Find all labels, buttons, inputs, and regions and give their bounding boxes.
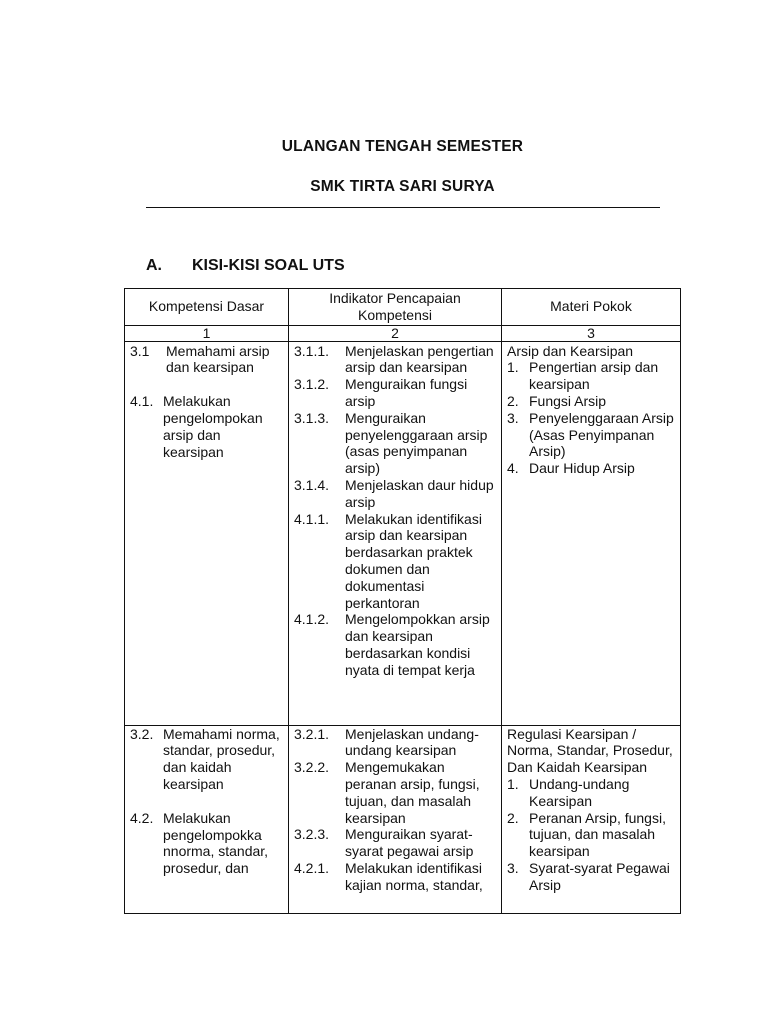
section-title: KISI-KISI SOAL UTS: [192, 257, 345, 274]
column-header: Materi Pokok: [502, 289, 681, 326]
kompetensi-dasar-cell: [125, 341, 289, 725]
indikator-item: 3.2.3. Menguraikan syarat-syarat pegawai arsip: [294, 826, 474, 860]
indikator-item: 3.1.3. Menguraikan penyelenggaraan arsip (asas penyimpanan arsip): [294, 409, 488, 477]
section-letter: A.: [146, 257, 162, 274]
kompetensi-dasar-cell: [125, 725, 289, 913]
materi-item: 3. Syarat-syarat Pegawai Arsip: [507, 859, 670, 893]
kisi-kisi-table: [124, 288, 681, 914]
column-number: 1: [125, 325, 289, 341]
materi-heading: Arsip dan Kearsipan: [507, 342, 634, 359]
table-row: [125, 341, 681, 725]
materi-pokok-cell: [502, 725, 681, 913]
column-number-row: [125, 325, 681, 341]
materi-item: 2. Peranan Arsip, fungsi, tujuan, dan masalah kearsipan: [507, 809, 666, 860]
materi-item: 2. Fungsi Arsip: [507, 392, 607, 409]
kompetensi-item: 3.2. Memahami norma, standar, prosedur, dan kaidah kearsipan: [130, 725, 280, 792]
column-header: Kompetensi Dasar: [125, 289, 289, 326]
indikator-cell: [289, 725, 502, 913]
document-title: ULANGAN TENGAH SEMESTER: [281, 138, 524, 155]
materi-item: 1. Undang-undang Kearsipan: [507, 775, 630, 809]
materi-pokok-cell: [502, 341, 681, 725]
indikator-cell: [289, 341, 502, 725]
table-row: [125, 725, 681, 913]
indikator-item: 3.2.1. Menjelaskan undang-undang kearsipan: [294, 725, 479, 759]
column-number: 3: [502, 325, 681, 341]
column-number: 2: [289, 325, 502, 341]
table-header-row: [125, 289, 681, 326]
materi-item: 3. Penyelenggaraan Arsip (Asas Penyimpanan Arsip): [507, 409, 674, 460]
indikator-item: 4.1.2. Mengelompokkan arsip dan kearsipan berdasarkan kondisi nyata di tempat kerja: [294, 611, 490, 678]
school-name: SMK TIRTA SARI SURYA: [310, 178, 495, 195]
kompetensi-item: 4.1. Melakukan pengelompokan arsip dan kearsipan: [130, 393, 263, 460]
materi-item: 4. Daur Hidup Arsip: [507, 460, 635, 477]
indikator-item: 3.1.1. Menjelaskan pengertian arsip dan kearsipan: [294, 342, 494, 376]
kompetensi-item: 3.1 Memahami arsip dan kearsipan: [130, 342, 270, 376]
materi-heading: Regulasi Kearsipan / Norma, Standar, Prosedur, Dan Kaidah Kearsipan: [507, 725, 673, 776]
indikator-item: 3.1.2. Menguraikan fungsi arsip: [294, 376, 468, 409]
indikator-item: 3.1.4. Menjelaskan daur hidup arsip: [294, 476, 494, 510]
indikator-item: 4.2.1. Melakukan identifikasi kajian norma, standar,: [294, 859, 483, 893]
indikator-item: 4.1.1. Melakukan identifikasi arsip dan kearsipan berdasarkan praktek dokumen dan dokumentasi perkantoran: [294, 510, 482, 611]
kompetensi-item: 4.2. Melakukan pengelompokka nnorma, standar, prosedur, dan: [130, 809, 269, 877]
column-header: Indikator Pencapaian Kompetensi: [289, 289, 502, 326]
section-heading: [146, 257, 345, 275]
title-underline: [146, 207, 660, 208]
indikator-item: 3.2.2. Mengemukakan peranan arsip, fungsi, tujuan, dan masalah kearsipan: [294, 759, 480, 826]
materi-item: 1. Pengertian arsip dan kearsipan: [507, 359, 659, 393]
